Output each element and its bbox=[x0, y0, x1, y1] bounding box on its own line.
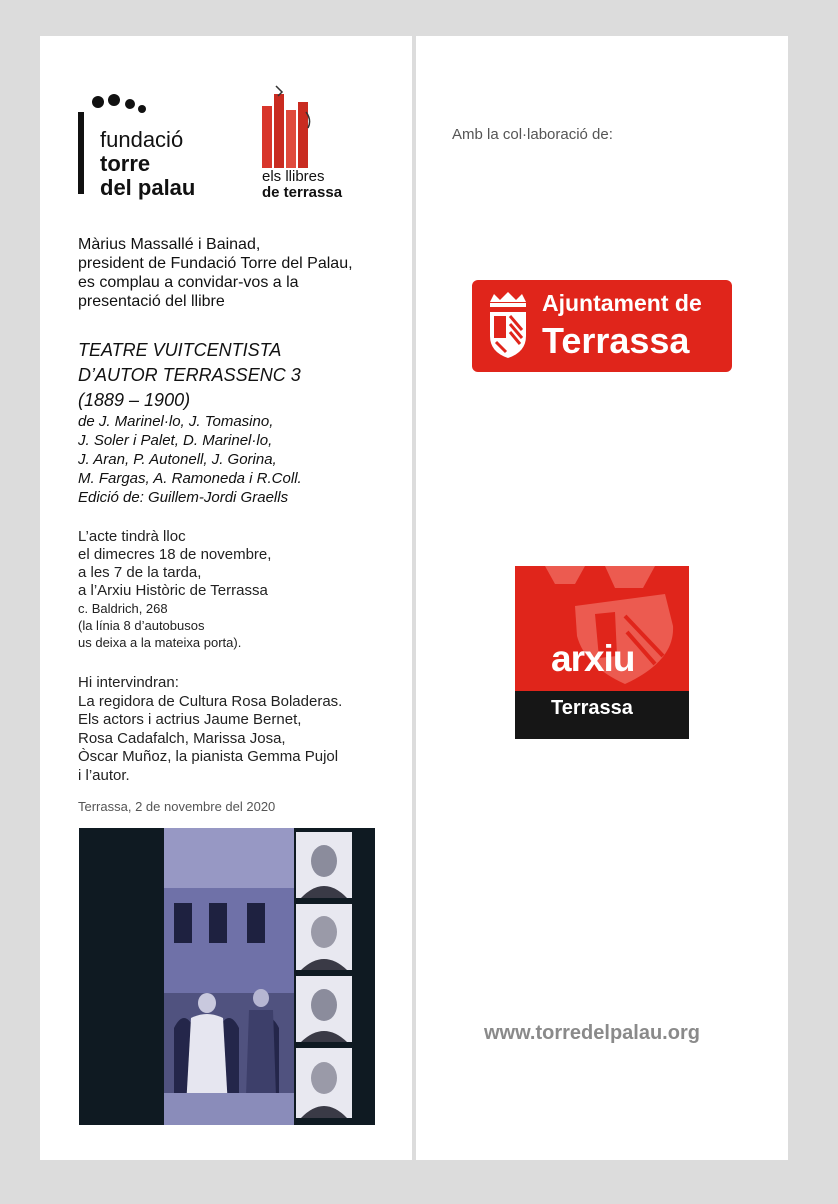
llibres-logo-line2: de terrassa bbox=[262, 184, 343, 201]
event-line: a l’Arxiu Històric de Terrassa bbox=[78, 582, 268, 599]
event-line: L’acte tindrà lloc bbox=[78, 528, 186, 545]
intro-line-2: president de Fundació Torre del Palau, bbox=[78, 255, 353, 272]
speakers-line: Rosa Cadafalch, Marissa Josa, bbox=[78, 729, 286, 747]
collaboration-label: Amb la col·laboració de: bbox=[452, 126, 613, 143]
website-url[interactable]: www.torredelpalau.org bbox=[484, 1022, 700, 1044]
fundacio-logo-line3: del palau bbox=[100, 175, 196, 200]
event-details bbox=[78, 528, 398, 651]
ajuntament-line1: Ajuntament de bbox=[542, 290, 702, 316]
invitation-right-panel bbox=[416, 36, 788, 1160]
ajuntament-line2: Terrassa bbox=[542, 320, 690, 361]
invitation-left-panel bbox=[40, 36, 412, 1160]
speakers-line: Òscar Muñoz, la pianista Gemma Pujol bbox=[78, 748, 339, 765]
event-bus-note: (la línia 8 d’autobusos bbox=[78, 618, 205, 633]
speakers bbox=[78, 674, 398, 785]
speakers-line: Hi intervindran: bbox=[78, 674, 179, 691]
fundacio-logo-line2: torre bbox=[100, 151, 151, 176]
book-authors bbox=[78, 412, 398, 507]
authors-line: J. Aran, P. Autonell, J. Gorina, bbox=[78, 451, 277, 468]
editor-line: Edició de: Guillem-Jordi Graells bbox=[78, 489, 289, 506]
event-bus-note: us deixa a la mateixa porta). bbox=[78, 635, 242, 650]
host-name: Màrius Massallé i Bainad, bbox=[78, 236, 261, 253]
authors-line: M. Fargas, A. Ramoneda i R.Coll. bbox=[78, 470, 302, 487]
fundacio-logo-line1: fundació bbox=[100, 127, 184, 152]
book-title bbox=[78, 338, 398, 413]
dateline: Terrassa, 2 de novembre del 2020 bbox=[78, 799, 276, 814]
book-title-line2: D’AUTOR TERRASSENC 3 bbox=[78, 365, 301, 385]
arxiu-line2: Terrassa bbox=[551, 697, 633, 719]
event-line: a les 7 de la tarda, bbox=[78, 564, 202, 581]
authors-line: de J. Marinel·lo, J. Tomasino, bbox=[78, 413, 274, 430]
event-line: el dimecres 18 de novembre, bbox=[78, 546, 272, 563]
arxiu-terrassa-logo bbox=[515, 566, 689, 739]
speakers-line: i l’autor. bbox=[78, 766, 130, 784]
book-title-line1: TEATRE VUITCENTISTA bbox=[78, 340, 282, 360]
llibres-logo-line1: els llibres bbox=[262, 168, 325, 185]
event-address: c. Baldrich, 268 bbox=[78, 601, 168, 616]
llibres-logo-text bbox=[262, 169, 342, 201]
ajuntament-terrassa-logo bbox=[472, 280, 732, 372]
intro-line-3: es complau a convidar-vos a la bbox=[78, 274, 299, 291]
book-title-line3: (1889 – 1900) bbox=[78, 390, 191, 410]
fundacio-logo-text bbox=[100, 128, 195, 200]
speakers-line: Els actors i actrius Jaume Bernet, bbox=[78, 711, 302, 728]
book-cover-image bbox=[79, 828, 375, 1125]
els-llibres-de-terrassa-logo bbox=[260, 84, 320, 170]
invitation-intro bbox=[78, 235, 398, 311]
speakers-line: La regidora de Cultura Rosa Boladeras. bbox=[78, 692, 343, 710]
intro-line-4: presentació del llibre bbox=[78, 293, 225, 310]
arxiu-line1: arxiu bbox=[551, 638, 635, 679]
authors-line: J. Soler i Palet, D. Marinel·lo, bbox=[78, 432, 273, 449]
terrassa-coat-of-arms-icon bbox=[484, 292, 532, 360]
